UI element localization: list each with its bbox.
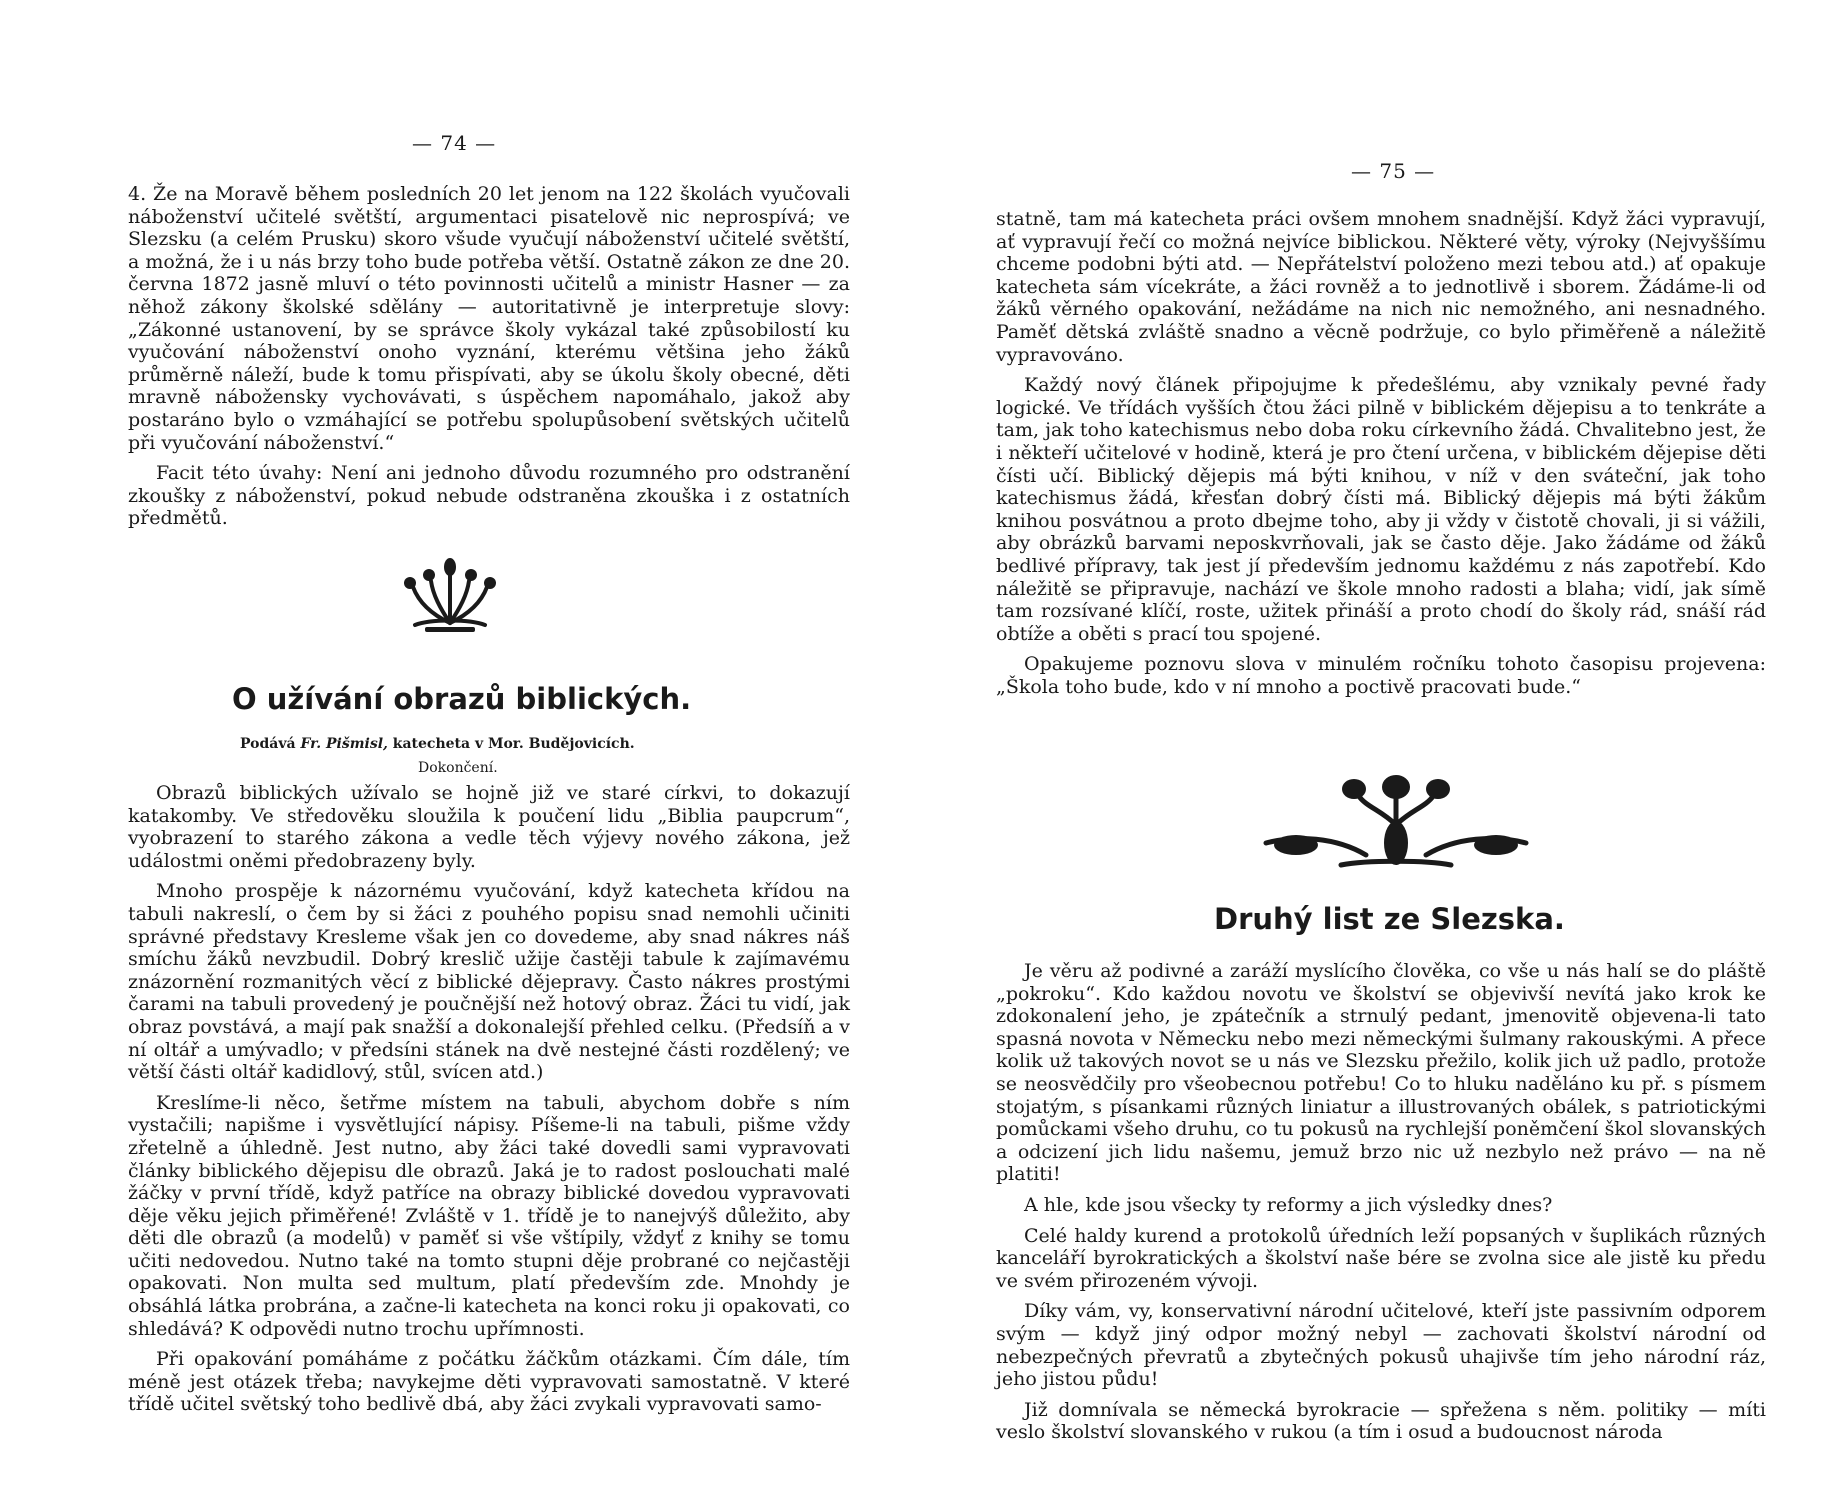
paragraph: Celé haldy kurend a protokolů úředních leží popsaných v šuplikách různých kanceláří byrokratických a školství naše bére se zvolna sice ale jistě ku předu ve svém přirozeném vývoji. xyxy=(996,1224,1766,1292)
paragraph: Obrazů biblických užívalo se hojně již ve staré církvi, to dokazují katakomby. Ve středověku sloužila k poučení lidu „Biblia paupcrum“, vyobrazení to starého zákona a vedle těch výjevy nového zákona, jež událostmi oněmi předobrazeny byly. xyxy=(128,782,850,872)
paragraph: Díky vám, vy, konservativní národní učitelové, kteří jste passivním odporem svým — když jiný odpor možný nebyl — zachovati školství národní od nebezpečných převratů a zbytečných pokusů uhajivše tím jeho národní ráz, jeho jistou půdu! xyxy=(996,1300,1766,1391)
byline-prefix: Podává xyxy=(240,736,296,752)
right-top-text xyxy=(996,208,1766,706)
page-number: — 75 — xyxy=(1351,159,1436,183)
author-name: Fr. Pišmisl, xyxy=(300,736,388,752)
left-bottom-text xyxy=(128,782,850,1424)
floral-ornament-icon xyxy=(395,553,505,635)
paragraph: statně, tam má katecheta práci ovšem mnohem snadnější. Když žáci vypravují, ať vypravují řečí co možná nejvíce biblickou. Některé věty, výroky (Nejvyššímu chceme podobni býti atd. — Nepřátelství položeno mezi tebou atd.) ať opakuje katecheta sám vícekráte, a žáci rovněž a to jednotlivě i sborem. Žádáme-li od žáků věrného opakování, nežádáme na nich nic nemožného, ani nesnadného. Paměť dětská zvláště snadno a věcně podržuje, co bylo přiměřeně a náležitě vypravováno. xyxy=(996,208,1766,366)
paragraph: A hle, kde jsou všecky ty reformy a jich výsledky dnes? xyxy=(1024,1193,1553,1216)
paragraph: Kreslíme-li něco, šetřme místem na tabuli, abychom dobře s ním vystačili; napišme i vysvětlující nápisy. Píšeme-li na tabuli, pišme vždy zřetelně a úhledně. Jest nutno, aby žáci také dovedli sami vypravovati články biblického dějepisu dle obrazů. Jaká je to radost poslouchati malé žáčky v první třídě, když patříce na obrazy biblické dovedou vypravovati děje věku jejich přiměřené! Zvláště v 1. třídě je to nanejvýš důležito, aby děti dle obrazů (a modelů) v paměť si vše vštípily, vždyť z knihy se tomu učiti nedovedou. Nutno také na tomto stupni děje probrané co nejčastěji opakovati. Non multa sed multum, platí především zde. Mnohdy je obsáhlá látka probrána, a začne-li katecheta na konci roku ji opakovati, co shledává? K odpovědi nutno trochu upřímnosti. xyxy=(128,1091,850,1340)
page-number: — 74 — xyxy=(412,131,497,155)
left-top-text xyxy=(128,183,850,538)
paragraph: Každý nový článek připojujme k předešlému, aby vznikaly pevné řady logické. Ve třídách vyšších čtou žáci pilně v biblickém dějepisu a to tenkráte a tam, jak toho katechismus nebo doba roku církevního žádá. Chvalitebno jest, že i někteří učitelové v hodině, která je pro čtení určena, v biblickém dějepise děti čísti učí. Biblický dějepis má býti knihou, v níž v den sváteční, jak toho katechismus žádá, křesťan dobrý čísti má. Biblický dějepis má býti žákům knihou posvátnou a proto dbejme toho, aby ji vždy v čistotě chovali, ji si vážili, aby obrázků barvami neposkvrňovali, jak se často děje. Jako žádáme od žáků bedlivé přípravy, tak jest jí především jednomu každému z nás zapotřebí. Kdo náležitě se připravuje, nachází ve škole mnoho radosti a blaha; vidí, jak símě tam rozsívané klíčí, roste, užitek přináší a proto chodí do školy rád, snáší rád obtíže a oběti s prací tou spojené. xyxy=(996,374,1766,645)
paragraph: Opakujeme poznovu slova v minulém ročníku tohoto časopisu projevena: „Škola toho bude, kdo v ní mnoho a poctivě pracovati bude.“ xyxy=(996,653,1766,698)
paragraph: Již domnívala se německá byrokracie — spřežena s něm. politiky — míti veslo školství slovanského v rukou (a tím i osud a budoucnost národa xyxy=(996,1398,1766,1444)
article-title: Druhý list ze Slezska. xyxy=(1214,902,1565,936)
paragraph: Mnoho prospěje k názornému vyučování, když katecheta křídou na tabuli nakreslí, o čem by si žáci z pouhého popisu snad nemohli učiniti správné představy Kresleme však jen co dovedeme, aby snad nákres náš smíchu žáků nevzbudil. Dobrý kreslič užije častěji tabule k zajímavému znázornění rozmanitých věcí z biblické dějepravy. Často nákres prostými čarami na tabuli provedený je poučnější než hotový obraz. Žáci tu vidí, jak obraz povstává, a mají pak snažší a dokonalejší přehled celku. (Předsíň a v ní oltář a umývadlo; v předsíni stánek na dvě nestejné části rozdělený; ve větší části oltář kadidlový, stůl, svícen atd.) xyxy=(128,880,850,1084)
article-title: O užívání obrazů biblických. xyxy=(232,682,692,716)
right-page xyxy=(916,0,1832,1500)
subtitle: Dokončení. xyxy=(418,760,498,776)
byline-suffix: katecheta v Mor. Budějovicích. xyxy=(392,736,635,752)
paragraph: Při opakování pomáháme z počátku žáčkům otázkami. Čím dále, tím méně jest otázek třeba; navykejme děti vypravovati samostatně. V které třídě učitel světský toho bedlivě dbá, aby žáci zvykali vypravovati samo- xyxy=(128,1348,850,1416)
paragraph: Je věru až podivné a zaráží myslícího člověka, co vše u nás halí se do pláště „pokroku“. Kdo každou novotu ve školství se objevivší nevítá jako krok ke zdokonalení jeho, je zpátečník a strnulý pedant, jmenovitě objevena-li tato spasná novota v Německu nebo mezi německými šulmany rakouskými. A přece kolik už takových novot se u nás ve Slezsku přežilo, kolik jich už padlo, protože se neosvědčily pro všeobecnou potřebu! Co to hluku naděláno ku př. s písmem stojatým, s písankami různých liniatur a illustrovaných obálek, s patriotickými pomůckami všeho druhu, co tu pokusů na rychlejší poněmčení škol slovanských a odcizení jich lidu našemu, jemuž brzo nic už nezbylo než právo — na ně platiti! xyxy=(996,960,1766,1186)
byline xyxy=(240,736,635,752)
floral-ornament-icon xyxy=(1246,765,1546,875)
paragraph: 4. Že na Moravě během posledních 20 let jenom na 122 školách vyučovali náboženství učitelé světští, argumentaci pisatelově nic neprospívá; ve Slezsku (a celém Prusku) skoro všude vyučují náboženství učitelé světští, a možná, že i u nás brzy toho bude potřeba větší. Ostatně zákon ze dne 20. června 1872 jasně mluví o této povinnosti učitelů a ministr Hasner — za něhož zákony školské sdělány — autoritativně je interpretuje slovy: „Zákonné ustanovení, by se správce školy vykázal také způsobilostí ku vyučování náboženství onoho vyznání, kterému většina jeho žáků průměrně náleží, bude k tomu přispívati, aby se úkolu školy obecné, děti mravně nábožensky vychovávati, s úspěchem napomáhalo, jakož aby postaráno bylo o vzmáhající se potřebu spolupůsobení světských učitelů při vyučování náboženství.“ xyxy=(128,183,850,454)
paragraph: Facit této úvahy: Není ani jednoho důvodu rozumného pro odstranění zkoušky z náboženství, pokud nebude odstraněna zkouška i z ostatních předmětů. xyxy=(128,462,850,530)
right-bottom-text xyxy=(996,960,1766,1452)
